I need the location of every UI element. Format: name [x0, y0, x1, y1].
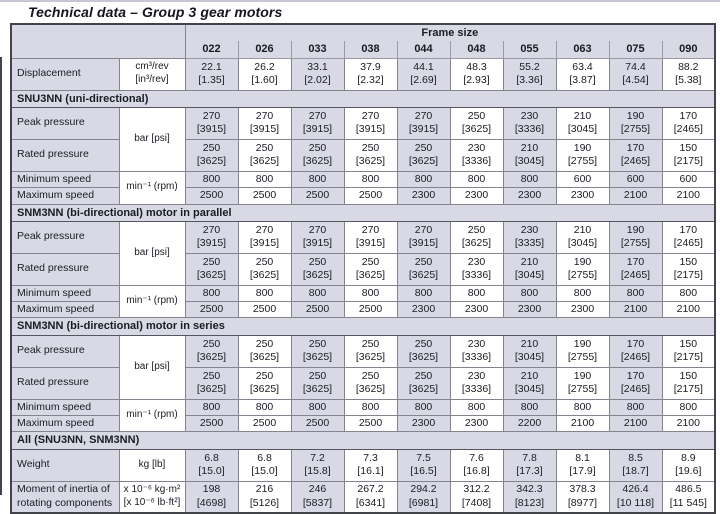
value-cell: 250 [3625]: [397, 335, 450, 367]
value-cell: 250 [3625]: [238, 367, 291, 399]
value-cell: 170 [2465]: [609, 335, 662, 367]
corner-cell: [11, 24, 185, 58]
value-cell: 250 [3625]: [291, 139, 344, 171]
value-cell: 2100: [662, 302, 715, 318]
value-cell: 33.1 [2.02]: [291, 58, 344, 90]
value-cell: 800: [344, 171, 397, 187]
value-cell: 2100: [609, 188, 662, 204]
value-cell: 800: [450, 399, 503, 415]
table-row: [11, 302, 715, 318]
value-cell: 2100: [609, 416, 662, 432]
value-cell: 37.9 [2.32]: [344, 58, 397, 90]
frame-size-038: 038: [344, 41, 397, 58]
section-heading-row: [11, 90, 715, 107]
value-cell: 190 [2755]: [556, 139, 609, 171]
value-cell: 150 [2175]: [662, 335, 715, 367]
section-heading: SNM3NN (bi-directional) motor in parallel: [11, 204, 715, 221]
value-cell: 2300: [503, 302, 556, 318]
value-cell: 800: [291, 399, 344, 415]
row-label: Peak pressure: [11, 335, 119, 367]
value-cell: 800: [503, 171, 556, 187]
row-label: Minimum speed: [11, 399, 119, 415]
table-row: [11, 399, 715, 415]
value-cell: 2100: [556, 416, 609, 432]
section-heading: SNM3NN (bi-directional) motor in series: [11, 318, 715, 335]
section-heading-row: [11, 318, 715, 335]
value-cell: 312.2 [7408]: [450, 481, 503, 513]
row-label: Minimum speed: [11, 171, 119, 187]
row-label: Maximum speed: [11, 302, 119, 318]
value-cell: 150 [2175]: [662, 253, 715, 285]
value-cell: 800: [450, 285, 503, 301]
value-cell: 250 [3625]: [344, 335, 397, 367]
value-cell: 190 [2755]: [556, 253, 609, 285]
value-cell: 246 [5837]: [291, 481, 344, 513]
value-cell: 267.2 [6341]: [344, 481, 397, 513]
frame-size-022: 022: [185, 41, 238, 58]
value-cell: 2500: [238, 302, 291, 318]
value-cell: 2500: [291, 302, 344, 318]
value-cell: 270 [3915]: [397, 221, 450, 253]
value-cell: 230 [3336]: [503, 107, 556, 139]
value-cell: 190 [2755]: [556, 335, 609, 367]
table-header: [11, 24, 715, 58]
value-cell: 800: [556, 285, 609, 301]
section-heading-row: [11, 204, 715, 221]
value-cell: 2100: [609, 302, 662, 318]
value-cell: 270 [3915]: [185, 107, 238, 139]
value-cell: 26.2 [1.60]: [238, 58, 291, 90]
value-cell: 2500: [185, 416, 238, 432]
value-cell: 48.3 [2.93]: [450, 58, 503, 90]
frame-size-026: 026: [238, 41, 291, 58]
table-row: [11, 139, 715, 171]
table-row: [11, 449, 715, 481]
row-label: Rated pressure: [11, 139, 119, 171]
value-cell: 250 [3625]: [291, 253, 344, 285]
value-cell: 2500: [238, 188, 291, 204]
value-cell: 2500: [344, 416, 397, 432]
value-cell: 150 [2175]: [662, 139, 715, 171]
value-cell: 800: [556, 399, 609, 415]
value-cell: 210 [3045]: [503, 335, 556, 367]
value-cell: 800: [503, 399, 556, 415]
value-cell: 216 [5126]: [238, 481, 291, 513]
row-label: Moment of inertia of rotating components: [11, 481, 119, 513]
value-cell: 270 [3915]: [344, 107, 397, 139]
value-cell: 250 [3625]: [238, 139, 291, 171]
value-cell: 250 [3625]: [238, 253, 291, 285]
value-cell: 8.1 [17.9]: [556, 449, 609, 481]
value-cell: 800: [344, 399, 397, 415]
value-cell: 270 [3915]: [397, 107, 450, 139]
value-cell: 250 [3625]: [450, 221, 503, 253]
unit-cell: x 10⁻⁶ kg·m² [x 10⁻⁶ lb·ft²]: [119, 481, 185, 513]
value-cell: 250 [3625]: [450, 107, 503, 139]
table-row: [11, 171, 715, 187]
value-cell: 190 [2755]: [556, 367, 609, 399]
value-cell: 486.5 [11 545]: [662, 481, 715, 513]
row-label: Peak pressure: [11, 107, 119, 139]
value-cell: 800: [397, 399, 450, 415]
value-cell: 2500: [185, 302, 238, 318]
value-cell: 2300: [397, 302, 450, 318]
row-label: Weight: [11, 449, 119, 481]
frame-size-header-row: [11, 24, 715, 41]
table-row: [11, 58, 715, 90]
value-cell: 190 [2755]: [609, 107, 662, 139]
page-edge-artifact: [0, 57, 2, 495]
value-cell: 250 [3625]: [185, 253, 238, 285]
value-cell: 2300: [503, 188, 556, 204]
value-cell: 230 [3335]: [503, 221, 556, 253]
table-row: [11, 253, 715, 285]
value-cell: 378.3 [8977]: [556, 481, 609, 513]
unit-cell: min⁻¹ (rpm): [119, 171, 185, 204]
value-cell: 210 [3045]: [503, 139, 556, 171]
value-cell: 230 [3336]: [450, 335, 503, 367]
value-cell: 44.1 [2.69]: [397, 58, 450, 90]
value-cell: 600: [556, 171, 609, 187]
value-cell: 800: [238, 171, 291, 187]
value-cell: 8.9 [19.6]: [662, 449, 715, 481]
value-cell: 170 [2465]: [662, 221, 715, 253]
value-cell: 426.4 [10 118]: [609, 481, 662, 513]
value-cell: 2300: [556, 302, 609, 318]
value-cell: 250 [3625]: [344, 367, 397, 399]
value-cell: 2200: [503, 416, 556, 432]
value-cell: 270 [3915]: [238, 107, 291, 139]
value-cell: 2500: [238, 416, 291, 432]
value-cell: 250 [3625]: [291, 335, 344, 367]
value-cell: 198 [4698]: [185, 481, 238, 513]
value-cell: 800: [238, 285, 291, 301]
value-cell: 210 [3045]: [556, 221, 609, 253]
unit-cell: min⁻¹ (rpm): [119, 285, 185, 318]
row-label: Peak pressure: [11, 221, 119, 253]
value-cell: 250 [3625]: [185, 367, 238, 399]
row-label: Rated pressure: [11, 253, 119, 285]
unit-cell: cm³/rev [in³/rev]: [119, 58, 185, 90]
technical-data-table: [10, 23, 716, 514]
value-cell: 2500: [344, 188, 397, 204]
value-cell: 22.1 [1.35]: [185, 58, 238, 90]
value-cell: 2100: [662, 188, 715, 204]
value-cell: 2500: [344, 302, 397, 318]
table-body: [11, 58, 715, 513]
value-cell: 800: [503, 285, 556, 301]
value-cell: 342.3 [8123]: [503, 481, 556, 513]
value-cell: 2500: [291, 416, 344, 432]
value-cell: 270 [3915]: [344, 221, 397, 253]
value-cell: 250 [3625]: [397, 253, 450, 285]
value-cell: 2300: [397, 188, 450, 204]
value-cell: 600: [662, 171, 715, 187]
frame-size-075: 075: [609, 41, 662, 58]
value-cell: 250 [3625]: [397, 139, 450, 171]
value-cell: 800: [238, 399, 291, 415]
value-cell: 800: [609, 285, 662, 301]
value-cell: 63.4 [3.87]: [556, 58, 609, 90]
value-cell: 7.3 [16.1]: [344, 449, 397, 481]
value-cell: 6.8 [15.0]: [238, 449, 291, 481]
value-cell: 2500: [185, 188, 238, 204]
frame-size-044: 044: [397, 41, 450, 58]
value-cell: 270 [3915]: [291, 107, 344, 139]
frame-size-header: Frame size: [185, 24, 715, 41]
table-row: [11, 416, 715, 432]
value-cell: 250 [3625]: [344, 253, 397, 285]
row-label: Minimum speed: [11, 285, 119, 301]
value-cell: 250 [3625]: [397, 367, 450, 399]
value-cell: 250 [3625]: [344, 139, 397, 171]
value-cell: 170 [2465]: [662, 107, 715, 139]
value-cell: 800: [450, 171, 503, 187]
value-cell: 800: [185, 171, 238, 187]
value-cell: 74.4 [4.54]: [609, 58, 662, 90]
value-cell: 230 [3336]: [450, 139, 503, 171]
value-cell: 800: [291, 171, 344, 187]
value-cell: 800: [185, 399, 238, 415]
value-cell: 800: [397, 171, 450, 187]
unit-cell: bar [psi]: [119, 335, 185, 399]
value-cell: 2300: [397, 416, 450, 432]
value-cell: 8.5 [18.7]: [609, 449, 662, 481]
table-row: [11, 188, 715, 204]
value-cell: 7.6 [16.8]: [450, 449, 503, 481]
section-heading-row: [11, 432, 715, 449]
value-cell: 250 [3625]: [185, 335, 238, 367]
table-row: [11, 285, 715, 301]
row-label: Maximum speed: [11, 188, 119, 204]
table-row: [11, 335, 715, 367]
value-cell: 270 [3915]: [291, 221, 344, 253]
value-cell: 150 [2175]: [662, 367, 715, 399]
value-cell: 170 [2465]: [609, 139, 662, 171]
value-cell: 6.8 [15.0]: [185, 449, 238, 481]
frame-size-048: 048: [450, 41, 503, 58]
row-label: Maximum speed: [11, 416, 119, 432]
table-row: [11, 107, 715, 139]
value-cell: 230 [3336]: [450, 367, 503, 399]
value-cell: 2300: [556, 188, 609, 204]
value-cell: 800: [397, 285, 450, 301]
row-label: Rated pressure: [11, 367, 119, 399]
value-cell: 270 [3915]: [238, 221, 291, 253]
unit-cell: bar [psi]: [119, 221, 185, 285]
value-cell: 210 [3045]: [503, 367, 556, 399]
unit-cell: min⁻¹ (rpm): [119, 399, 185, 432]
frame-size-033: 033: [291, 41, 344, 58]
value-cell: 170 [2465]: [609, 367, 662, 399]
value-cell: 250 [3625]: [185, 139, 238, 171]
table-row: [11, 221, 715, 253]
value-cell: 800: [291, 285, 344, 301]
frame-size-063: 063: [556, 41, 609, 58]
page-top-rule: [0, 0, 720, 2]
unit-cell: bar [psi]: [119, 107, 185, 171]
value-cell: 2300: [450, 188, 503, 204]
section-heading: SNU3NN (uni-directional): [11, 90, 715, 107]
value-cell: 190 [2755]: [609, 221, 662, 253]
unit-cell: kg [lb]: [119, 449, 185, 481]
value-cell: 294.2 [6981]: [397, 481, 450, 513]
row-label: Displacement: [11, 58, 119, 90]
value-cell: 7.5 [16.5]: [397, 449, 450, 481]
value-cell: 2500: [291, 188, 344, 204]
value-cell: 88.2 [5.38]: [662, 58, 715, 90]
value-cell: 170 [2465]: [609, 253, 662, 285]
value-cell: 250 [3625]: [238, 335, 291, 367]
frame-size-090: 090: [662, 41, 715, 58]
value-cell: 2300: [450, 416, 503, 432]
page-title: Technical data – Group 3 gear motors: [28, 4, 283, 20]
value-cell: 270 [3915]: [185, 221, 238, 253]
value-cell: 7.8 [17.3]: [503, 449, 556, 481]
value-cell: 250 [3625]: [291, 367, 344, 399]
value-cell: 800: [185, 285, 238, 301]
value-cell: 2100: [662, 416, 715, 432]
value-cell: 2300: [450, 302, 503, 318]
frame-size-055: 055: [503, 41, 556, 58]
value-cell: 800: [662, 399, 715, 415]
value-cell: 210 [3045]: [503, 253, 556, 285]
value-cell: 800: [662, 285, 715, 301]
value-cell: 210 [3045]: [556, 107, 609, 139]
value-cell: 55.2 [3.36]: [503, 58, 556, 90]
value-cell: 800: [609, 399, 662, 415]
table-row: [11, 367, 715, 399]
value-cell: 230 [3336]: [450, 253, 503, 285]
value-cell: 800: [344, 285, 397, 301]
value-cell: 600: [609, 171, 662, 187]
value-cell: 7.2 [15.8]: [291, 449, 344, 481]
table-row: [11, 481, 715, 513]
section-heading: All (SNU3NN, SNM3NN): [11, 432, 715, 449]
